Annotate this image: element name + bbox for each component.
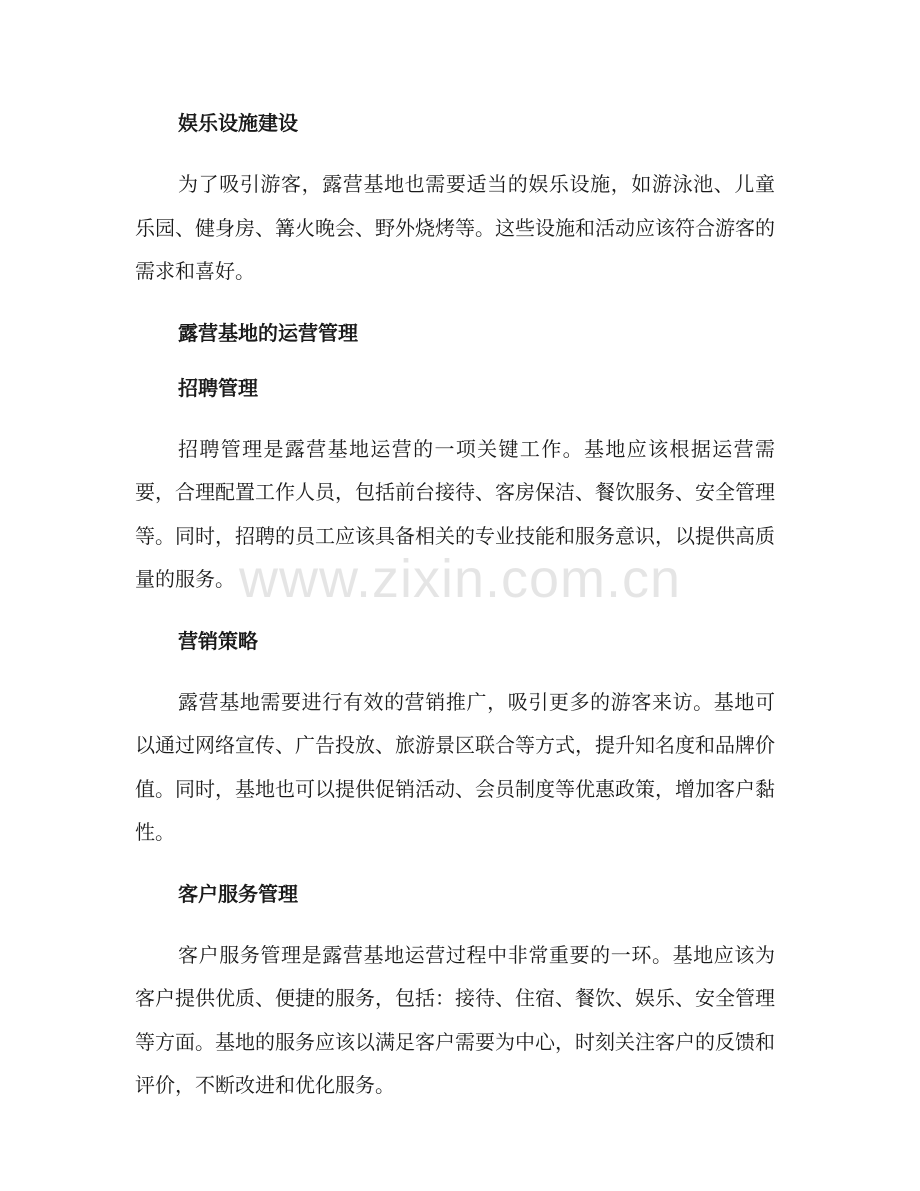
section-heading-recruitment: 招聘管理 — [178, 375, 258, 400]
section-paragraph-marketing: 露营基地需要进行有效的营销推广，吸引更多的游客来访。基地可以通过网络宣传、广告投放、旅游景区联合等方式，提升知名度和品牌价值。同时，基地也可以提供促销活动、会员制度等优惠政策，增加客户黏性。 — [135, 689, 775, 844]
document-body — [135, 108, 775, 1108]
section-paragraph-recruitment: 招聘管理是露营基地运营的一项关键工作。基地应该根据运营需要，合理配置工作人员，包括前台接待、客房保洁、餐饮服务、安全管理等。同时，招聘的员工应该具备相关的专业技能和服务意识，以提供高质量的服务。 — [135, 436, 775, 591]
section-heading-marketing: 营销策略 — [178, 628, 258, 653]
section-paragraph-entertainment: 为了吸引游客，露营基地也需要适当的娱乐设施，如游泳池、儿童乐园、健身房、篝火晚会、野外烧烤等。这些设施和活动应该符合游客的需求和喜好。 — [135, 172, 775, 283]
section-heading-operations: 露营基地的运营管理 — [178, 320, 358, 345]
section-paragraph-customer-service: 客户服务管理是露营基地运营过程中非常重要的一环。基地应该为客户提供优质、便捷的服务，包括：接待、住宿、餐饮、娱乐、安全管理等方面。基地的服务应该以满足客户需要为中心，时刻关注客户的反馈和评价，不断改进和优化服务。 — [135, 942, 775, 1097]
section-heading-entertainment: 娱乐设施建设 — [178, 111, 298, 135]
section-heading-customer-service: 客户服务管理 — [178, 881, 298, 906]
watermark-text: www.zixin.com.cn — [238, 549, 682, 609]
